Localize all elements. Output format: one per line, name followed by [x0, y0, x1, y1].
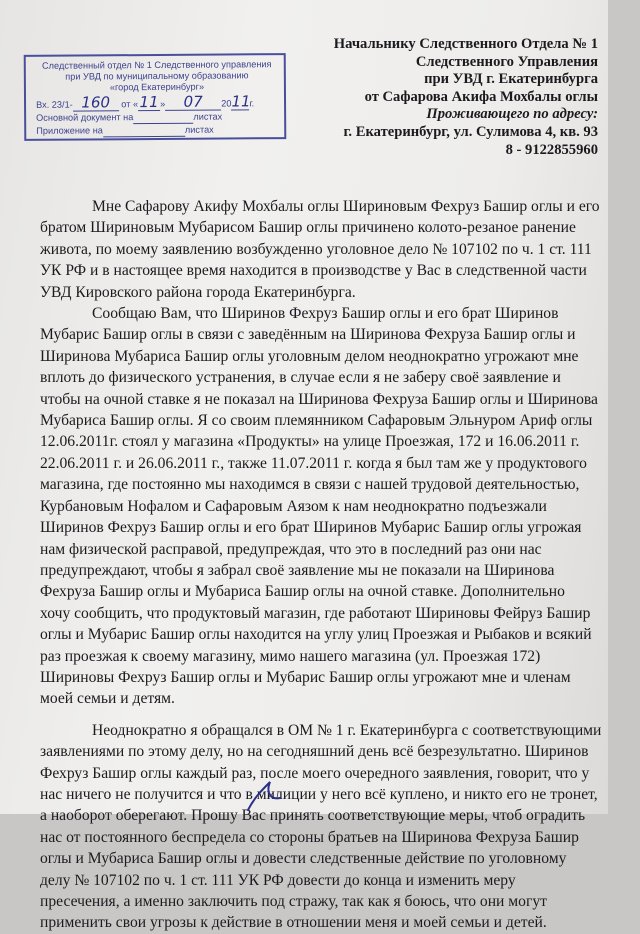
text-line: чтобы на очной ставке я не показал на Ширинова Фехруза Башир оглы и Ширинова: [40, 390, 598, 408]
stamp-month: 07: [183, 92, 203, 111]
text-line: Курбановым Нофалом и Сафаровым Аязом к нам неоднократно подъезжали: [40, 497, 547, 515]
text-line: а наоборот оберегают. Прошу Вас принять соответствующие меры, чтоб оградить: [40, 807, 586, 825]
sender-address: г. Екатеринбург, ул. Сулимова 4, кв. 93: [343, 123, 598, 140]
text-line: Сообщаю Вам, что Ширинов Фехруз Башир оглы и его брат Ширинов: [92, 305, 559, 323]
text-line: нам физической расправой, предупреждая, что это в последний раз они нас: [40, 540, 542, 558]
stamp-incoming-row: Вх. 23/1- 160 от «11» 07 2011г.: [36, 92, 255, 112]
stamp-year: 11: [231, 92, 251, 111]
text-line: магазина, где постоянно мы находимся в связи с нашей трудовой деятельностью,: [40, 476, 580, 494]
addressee-line: Начальнику Следственного Отдела № 1: [333, 36, 598, 52]
stamp-line-1: Следственный отдел № 1 Следственного управления: [41, 59, 272, 71]
text-line: УК РФ и в настоящее время находится в производстве у Вас в следственной части: [40, 262, 587, 280]
text-line: моей семьи и детям.: [40, 690, 175, 708]
stamp-main-doc-row: [36, 111, 278, 125]
addressee-block: [268, 36, 598, 159]
stamp-year-prefix: 20: [221, 98, 232, 109]
paragraph-1: [40, 196, 640, 303]
text-line: Неоднократно я обращался в ОМ № 1 г. Екатеринбурга с соответствующими: [92, 721, 602, 739]
sender-phone: 8 - 9122855960: [505, 141, 598, 158]
stamp-line-2: при УВД по муниципальному образованию: [65, 70, 249, 82]
text-line: вплоть до физического устранения, в случае если я не заберу своё заявление и: [40, 369, 561, 387]
stamp-incoming-number: 160: [81, 93, 111, 112]
stamp-year-suffix: г.: [249, 98, 255, 109]
stamp-line-3: «город Екатеринбург»: [109, 81, 205, 93]
text-line: Мубарис Башир оглы в связи с заведённым на Ширинова Фехруза Башир оглы и: [40, 326, 576, 344]
stamp-appendix-row: [36, 124, 278, 138]
text-line: Ширинов Фехруз Башир оглы и его брат Ширинов Мубарис Башир оглы угрожая: [40, 519, 582, 537]
text-line: 22.06.2011 г. и 26.06.2011 г., также 11.07.2011 г. когда я был там же у продуктового: [40, 454, 587, 472]
registration-stamp: [24, 53, 287, 141]
text-line: Фехруз Башир оглы каждый раз, после моего очередного заявления, говорит, что у: [40, 764, 590, 782]
text-line: Фехруза Башир оглы и Мубариса Башир оглы на очной ставке. Дополнительно: [40, 583, 565, 601]
text-line: УВД Кировского района города Екатеринбурга.: [40, 283, 356, 301]
address-label: Проживающего по адресу:: [426, 106, 598, 123]
pen-scribble: [240, 770, 300, 814]
text-line: живота, по моему заявлению возбужденно уголовное дело № 107102 по ч. 1 ст. 111: [40, 240, 592, 258]
text-line: Ширинова Мубариса Башир оглы уголовным делом неоднократно угрожают мне: [40, 347, 579, 365]
text-line: 12.06.2011г. стоял у магазина «Продукты» на улице Проезжая, 172 и 16.06.2011 г.: [40, 433, 580, 451]
text-line: оглы и Мубариса Башир оглы и довести следственные действие по уголовному: [40, 850, 567, 868]
addressee-line: Следственного Управления: [415, 53, 598, 70]
text-line: применить свои угрозы к действие в отношении меня и моей семьи и детей.: [40, 914, 547, 932]
paragraph-3: [40, 720, 640, 934]
stamp-appendix-label: Приложение на: [36, 125, 103, 136]
stamp-main-doc-label: Основной документ на: [36, 112, 134, 123]
text-line: нас от постоянного беспредела со стороны братьев на Ширинова Фехруза Башир: [40, 828, 579, 846]
text-line: пресечения, а именно заключить под стражу, так как я боюсь, что они могут: [40, 893, 547, 910]
text-line: заявлениями по этому делу, но на сегодняшний день всё безрезультатно. Ширинов: [40, 743, 589, 761]
text-line: братом Шириновым Мубарисом Башир оглы причинено колото-резаное ранение: [40, 219, 576, 237]
text-line: Мубариса Башир оглы. Я со своим племянником Сафаровым Эльнуром Ариф оглы: [40, 412, 593, 430]
stamp-appendix-sheets: листах: [184, 124, 214, 135]
stamp-main-doc-sheets: листах: [193, 111, 223, 122]
stamp-incoming-prefix: Вх. 23/1-: [36, 99, 73, 110]
addressee-line: при УВД г. Екатеринбурга: [424, 71, 598, 88]
text-line: делу № 107102 по ч. 1 ст. 111 УК РФ довести до конца и изменить меру: [40, 871, 516, 889]
text-line: оглы и Мубарис Башир оглы находится на углу улиц Проезжая и Рыбаков и всякий: [40, 626, 592, 644]
statement-body: [40, 196, 640, 934]
text-line: Мне Сафарову Акифу Мохбалы оглы Шириновым Фехруз Башир оглы и его: [92, 198, 600, 215]
paragraph-2: [40, 303, 640, 710]
sender-line: от Сафарова Акифа Мохбалы оглы: [364, 88, 598, 105]
text-line: раз проезжая к своему магазину, мимо нашего магазина (ул. Проезжая 172): [40, 647, 541, 665]
text-line: предупреждают, чтобы я забрал своё заявление мы не показали на Ширинова: [40, 561, 555, 579]
stamp-day: 11: [139, 92, 159, 112]
text-line: нас ничего не получится и что в милиции у него всё куплено, и никто его не тронет,: [40, 785, 598, 803]
text-line: хочу сообщить, что продуктовый магазин, где работают Шириновы Фейруз Башир: [40, 604, 591, 622]
text-line: Шириновы Фехруз Башир оглы и Мубарис Башир оглы угрожают мне и членам: [40, 668, 571, 686]
stamp-from-label: от «: [121, 99, 139, 110]
